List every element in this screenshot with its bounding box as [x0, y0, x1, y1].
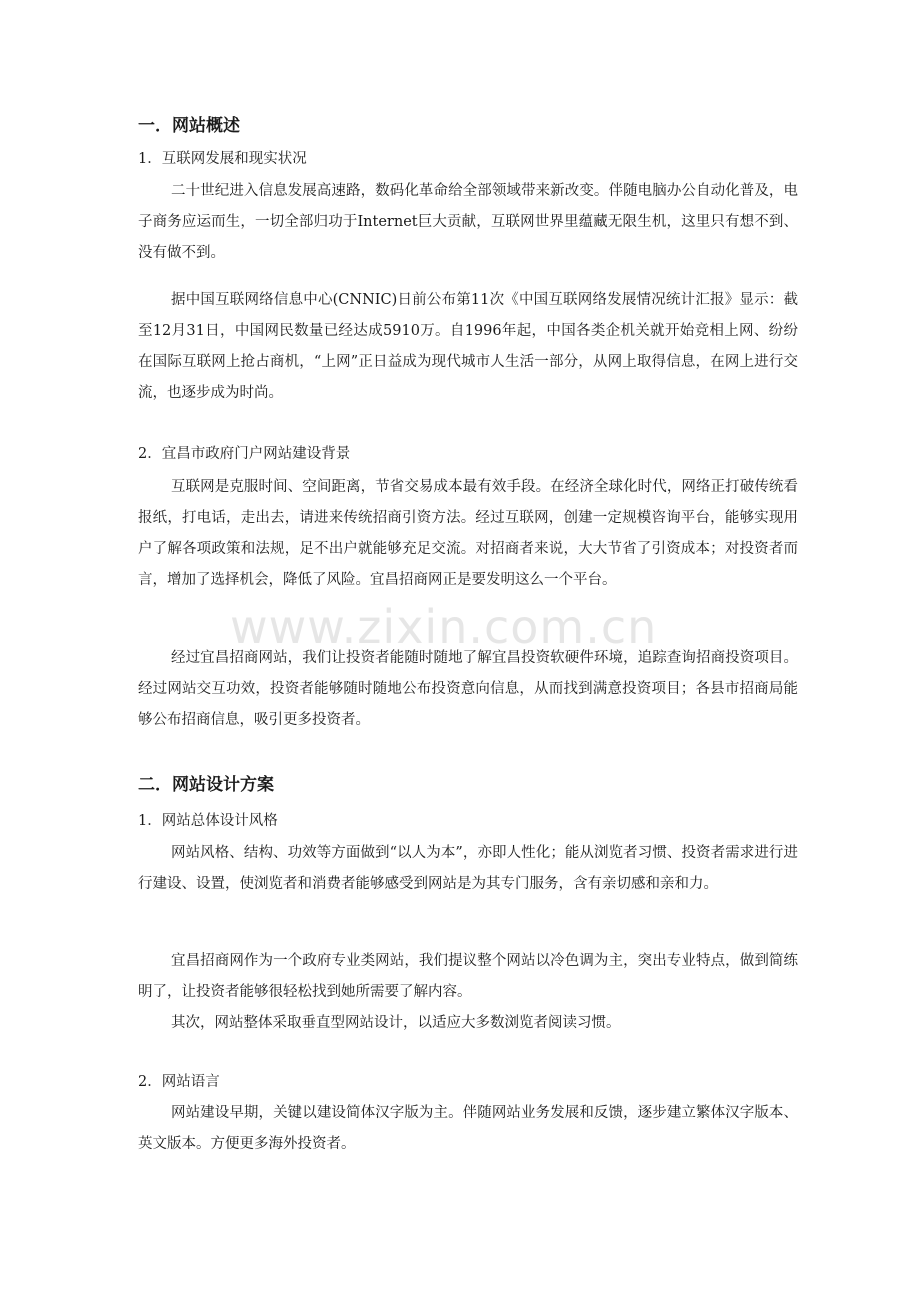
- paragraph: 经过宜昌招商网站，我们让投资者能随时随地了解宜昌投资软硬件环境，追踪查询招商投资项目。经过网站交互功效，投资者能够随时随地公布投资意向信息，从而找到满意投资项目；各县市招商局能够公布招商信息，吸引更多投资者。: [138, 650, 798, 728]
- watermark: www.zixin.com.cn: [230, 600, 658, 654]
- paragraph: 网站建设早期，关键以建设简体汉字版为主。伴随网站业务发展和反馈，逐步建立繁体汉字版本、英文版本。方便更多海外投资者。: [138, 1105, 798, 1152]
- paragraph: 网站风格、结构、功效等方面做到“以人为本”，亦即人性化；能从浏览者习惯、投资者需求进行进行建设、设置，使浏览者和消费者能够感受到网站是为其专门服务，含有亲切感和亲和力。: [138, 845, 798, 892]
- subsection-heading-design-style: 1．网站总体设计风格: [138, 813, 278, 829]
- subsection-heading-portal-background: 2．宜昌市政府门户网站建设背景: [138, 446, 351, 462]
- subsection-heading-site-language: 2．网站语言: [138, 1074, 220, 1090]
- paragraph: 其次，网站整体采取垂直型网站设计，以适应大多数浏览者阅读习惯。: [171, 1015, 621, 1031]
- paragraph: 据中国互联网络信息中心(CNNIC)日前公布第11次《中国互联网络发展情况统计汇报》显示：截至12月31日，中国网民数量已经达成5910万。自1996年起，中国各类企机关就开始竞相上网、纷纷在国际互联网上抢占商机，“上网”正日益成为现代城市人生活一部分，从网上取得信息，在网上进行交流，也逐步成为时尚。: [138, 292, 798, 401]
- paragraph: 互联网是克服时间、空间距离，节省交易成本最有效手段。在经济全球化时代，网络正打破传统看报纸，打电话，走出去，请进来传统招商引资方法。经过互联网，创建一定规模咨询平台，能够实现用户了解各项政策和法规，足不出户就能够充足交流。对招商者来说，大大节省了引资成本；对投资者而言，增加了选择机会，降低了风险。宜昌招商网正是要发明这么一个平台。: [138, 479, 798, 588]
- section-title-design-plan: 二．网站设计方案: [138, 775, 274, 795]
- section-title-overview: 一．网站概述: [138, 116, 240, 136]
- paragraph: 二十世纪进入信息发展高速路，数码化革命给全部领域带来新改变。伴随电脑办公自动化普及，电子商务应运而生，一切全部归功于Internet巨大贡献，互联网世界里蕴藏无限生机，这里只有想不到、没有做不到。: [138, 183, 798, 261]
- paragraph: 宜昌招商网作为一个政府专业类网站，我们提议整个网站以冷色调为主，突出专业特点，做到简练明了，让投资者能够很轻松找到她所需要了解内容。: [138, 953, 798, 1000]
- subsection-heading-internet-status: 1．互联网发展和现实状况: [138, 151, 307, 167]
